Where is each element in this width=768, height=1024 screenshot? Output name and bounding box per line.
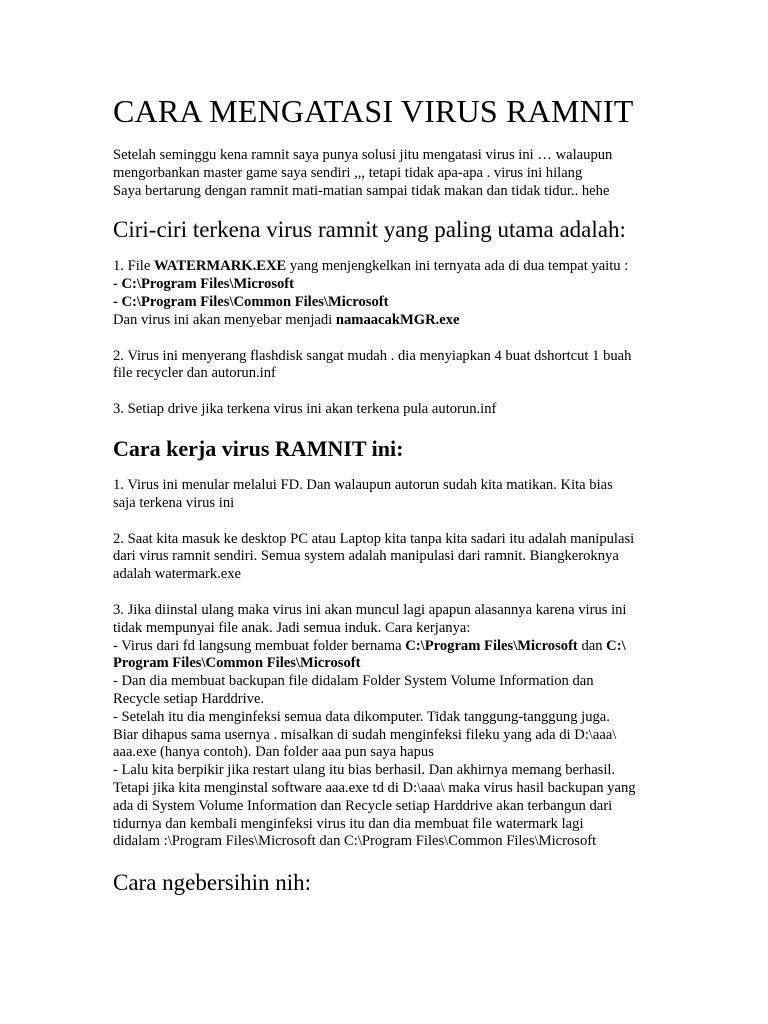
ciri-item-3: 3. Setiap drive jika terkena virus ini akan terkena pula autorun.inf bbox=[113, 401, 497, 418]
section-heading-cara-ngebersihin: Cara ngebersihin nih: bbox=[113, 870, 312, 896]
ciri-item-2: 2. Virus ini menyerang flashdisk sangat mudah . dia menyiapkan 4 buat dshortcut 1 buah file recycler dan autorun.inf bbox=[113, 347, 632, 382]
section-heading-ciri: Ciri-ciri terkena virus ramnit yang paling utama adalah: bbox=[113, 217, 626, 243]
spread-filename: namaacakMGR.exe bbox=[335, 311, 460, 328]
spread-text: Dan virus ini akan menyebar menjadi bbox=[113, 311, 336, 328]
folder-path-microsoft: C:\Program Files\Microsoft bbox=[405, 637, 578, 654]
intro-line: Saya bertarung dengan ramnit mati-matian sampai tidak makan dan tidak tidur.. hehe bbox=[113, 182, 610, 199]
ciri-item-1-suffix: yang menjengkelkan ini ternyata ada di dua tempat yaitu : bbox=[286, 258, 629, 275]
ciri-item-1 bbox=[113, 258, 673, 329]
path-common-files: - C:\Program Files\Common Files\Microsoft bbox=[113, 293, 389, 310]
folder-path-drive: C:\ bbox=[606, 637, 626, 654]
intro-paragraph bbox=[113, 147, 673, 200]
cara-kerja-item-2: 2. Saat kita masuk ke desktop PC atau Laptop kita tanpa kita sadari itu adalah manipulasi dari virus ramnit sendiri. Semua system adalah manipulasi dari ramnit. Biangkeroknya adalah watermark.exe bbox=[113, 530, 635, 583]
cara-kerja-item-1: 1. Virus ini menular melalui FD. Dan walaupun autorun sudah kita matikan. Kita bias saja terkena virus ini bbox=[113, 476, 613, 511]
path-microsoft: - C:\Program Files\Microsoft bbox=[113, 276, 295, 293]
page-title: CARA MENGATASI VIRUS RAMNIT bbox=[113, 93, 634, 129]
intro-line: mengorbankan master game saya sendiri ,,, tetapi tidak apa-apa . virus ini hilang bbox=[113, 164, 583, 181]
folder-path-common-files: Program Files\Common Files\Microsoft bbox=[113, 655, 361, 672]
section-heading-cara-kerja: Cara kerja virus RAMNIT ini: bbox=[113, 435, 404, 461]
cara-kerja-item-3: 3. Jika diinstal ulang maka virus ini akan muncul lagi apapun alasannya karena virus ini tidak mempunyai file anak. Jadi semua induk. Cara kerjanya: - Virus dari fd langsung membuat folder bernama C:\Program Files\Microsoft dan C:\ Program Files\Common Files\Microsoft - Dan dia membuat backupan file didalam Folder System Volume Information dan Recycle setiap Harddrive. - Setelah itu dia menginfeksi semua data dikomputer. Tidak tanggung-tanggung juga. Biar dihapus sama usernya . misalkan di sudah menginfeksi fileku yang ada di D:\aaa\ aaa.exe (hanya contoh). Dan folder aaa pun saya hapus - Lalu kita berpikir jika restart ulang itu bias berhasil. Dan akhirnya memang berhasil. Tetapi jika kita menginstal software aaa.exe td di D:\aaa\ maka virus hasil backupan yang ada di System Volume Information dan Recycle setiap Harddrive akan terbangun dari tidurnya dan kembali menginfeksi virus itu dan dia membuat file watermark lagi didalam :\Program Files\Microsoft dan C:\Program Files\Common Files\Microsoft bbox=[113, 602, 673, 851]
intro-line: Setelah seminggu kena ramnit saya punya solusi jitu mengatasi virus ini … walaupun bbox=[113, 147, 613, 163]
document-body bbox=[113, 90, 673, 897]
watermark-filename: WATERMARK.EXE bbox=[153, 258, 287, 275]
ciri-item-1-prefix: 1. File bbox=[113, 258, 154, 275]
